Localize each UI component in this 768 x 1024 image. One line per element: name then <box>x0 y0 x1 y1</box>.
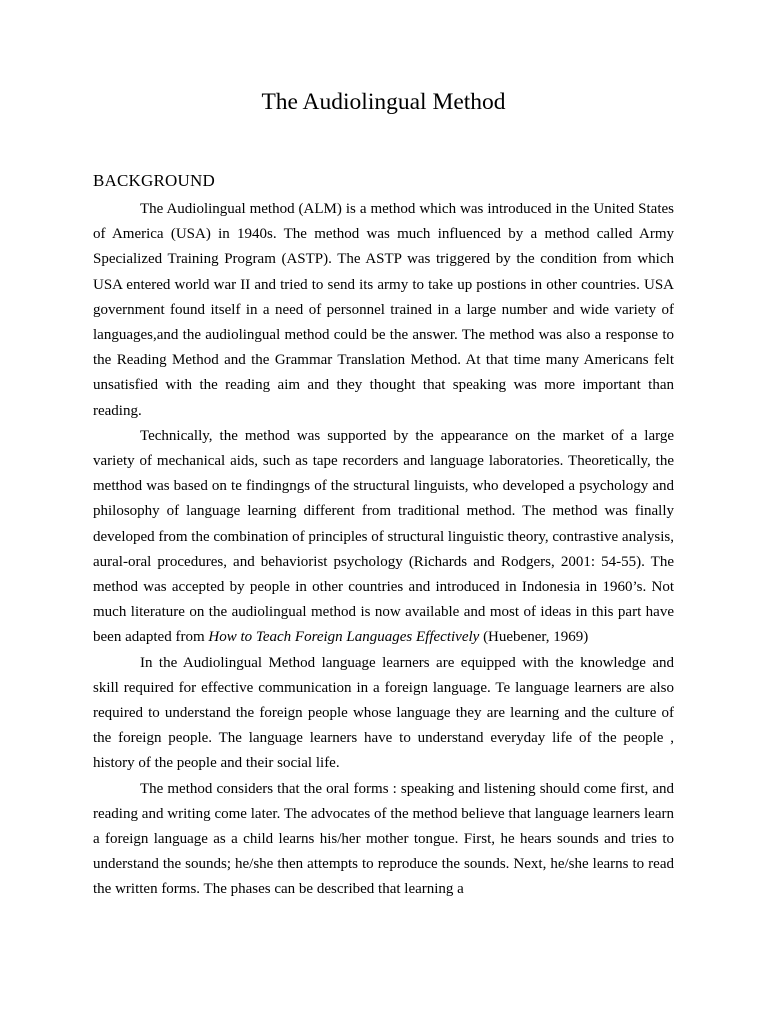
paragraph-4: The method considers that the oral forms : speaking and listening should come first, and reading and writing come later. The advocates of the method believe that language learners learn a foreign language as a child learns his/her mother tongue. First, he hears sounds and tries to understand the sounds; he/she then attempts to reproduce the sounds. Next, he/she learns to read the written forms. The phases can be described that learning a <box>93 780 674 898</box>
document-title: The Audiolingual Method <box>261 89 506 115</box>
book-title-italic: How to Teach Foreign Languages Effectively <box>208 629 480 646</box>
section-heading: BACKGROUND <box>93 171 215 190</box>
paragraph-2 <box>93 424 674 651</box>
body-text <box>93 197 674 903</box>
citation: (Huebener, 1969) <box>479 629 589 646</box>
paragraph-1: The Audiolingual method (ALM) is a method which was introduced in the United States of America (USA) in 1940s. The method was much influenced by a method called Army Specialized Training Program (ASTP). The ASTP was triggered by the condition from which USA entered world war II and tried to send its army to take up postions in other countries. USA government found itself in a need of personnel trained in a large number and wide variety of languages,and the audiolingual method could be the answer. The method was also a response to the Reading Method and the Grammar Translation Method. At that time many Americans felt unsatisfied with the reading aim and they thought that speaking was more important than reading. <box>93 201 674 419</box>
paragraph-3: In the Audiolingual Method language learners are equipped with the knowledge and skill required for effective communication in a foreign language. Te language learners are also required to understand the foreign people whose language they are learning and the culture of the foreign people. The language learners have to understand everyday life of the people , history of the people and their social life. <box>93 654 674 772</box>
paragraph-2-text: Technically, the method was supported by the appearance on the market of a large variety of mechanical aids, such as tape recorders and language laboratories. Theoretically, the metthod was based on te findingngs of the structural linguists, who developed a psychology and philosophy of language learning different from traditional method. The method was finally developed from the combination of principles of structural linguistic theory, contrastive analysis, aural-oral procedures, and behaviorist psychology (Richards and Rodgers, 2001: 54-55). The method was accepted by people in other countries and introduced in Indonesia in 1960’s. Not much literature on the audiolingual method is now available and most of ideas in this part have been adapted from <box>93 427 674 646</box>
